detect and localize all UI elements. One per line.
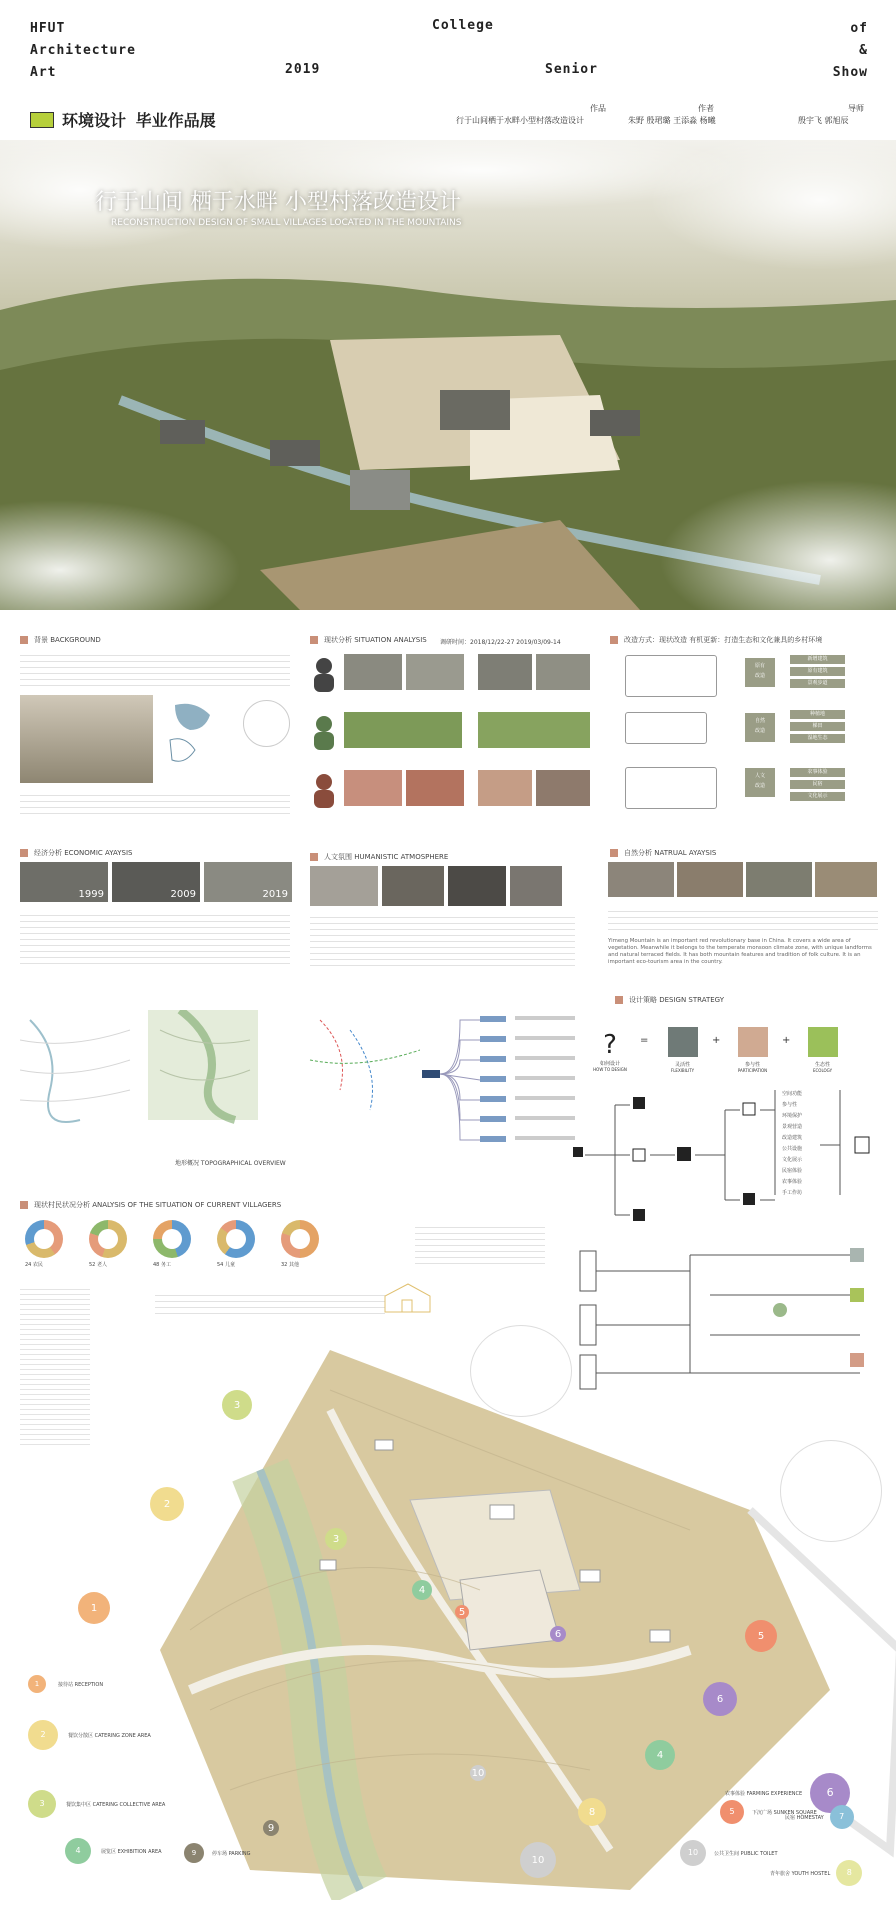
flex-en: FLEXIBILITY <box>670 1068 695 1073</box>
year-2009: 2009 <box>170 889 196 900</box>
callout-1: 1 <box>78 1592 110 1624</box>
renovation-note-2 <box>625 712 707 744</box>
legend-item-4: 4 展览区 EXHIBITION AREA <box>65 1838 162 1864</box>
humanistic-text <box>310 912 575 967</box>
flow-item-5: 公共设施 <box>782 1146 803 1152</box>
flow-item-1: 参与性 <box>782 1102 798 1108</box>
header-senior: Senior <box>545 62 598 77</box>
renovation-note-1 <box>625 655 717 697</box>
ecology <box>795 1027 850 1073</box>
flow-item-9: 手工作坊 <box>782 1190 803 1196</box>
plus-sign-1: + <box>712 1035 721 1046</box>
renovation-note-3 <box>625 767 717 809</box>
survey-date: 调研时间：2018/12/22-27 2019/03/09-14 <box>440 639 561 646</box>
renovation-tag-2-1: 种植地 <box>790 710 845 719</box>
renovation-title: 改造方式：现状改造 有机更新：打造生态和文化兼具的乡村环境 <box>610 635 822 645</box>
natural-text-cn <box>608 906 878 934</box>
legend-item-7: 7 民宿 HOMESTAY <box>785 1805 854 1829</box>
economic-text <box>20 910 290 965</box>
legend-item-8: 8 青年旅舍 YOUTH HOSTEL <box>770 1860 862 1886</box>
callout-3: 3 <box>222 1390 252 1420</box>
eco-label: 生态性 <box>814 1062 830 1068</box>
legend-item-5: 5 下沉广场 SUNKEN SQUARE <box>720 1800 817 1824</box>
villagers-text <box>415 1222 545 1266</box>
topo-maps <box>20 1010 420 1140</box>
flow-item-2: 环境保护 <box>782 1113 803 1119</box>
flow-item-6: 文化展示 <box>782 1157 803 1163</box>
participation <box>725 1027 780 1073</box>
header-art: Art <box>30 65 57 80</box>
callout-6: 6 <box>703 1682 737 1716</box>
natural-photos <box>608 862 877 897</box>
participation-icon <box>738 1027 768 1057</box>
site-inset-2 <box>780 1440 882 1542</box>
renovation-tag-3-1: 农事体验 <box>790 768 845 777</box>
villagers-summary <box>155 1290 385 1318</box>
hero-title-en: RECONSTRUCTION DESIGN OF SMALL VILLAGES LOCATED IN THE MOUNTAINS <box>111 218 462 228</box>
strategy-flow-list <box>782 1090 802 1196</box>
equals-sign: = <box>640 1035 649 1046</box>
situation-grid <box>310 652 590 817</box>
work-label: 作品 <box>590 104 606 113</box>
renovation-tag-2-3: 湿地生态 <box>790 734 845 743</box>
callout-5: 5 <box>745 1620 777 1652</box>
header-year: 2019 <box>285 62 321 77</box>
year-1999: 1999 <box>78 889 104 900</box>
folder-icon <box>30 112 54 128</box>
location-map <box>160 700 225 775</box>
situation-section-title: 现状分析 SITUATION ANALYSIS <box>310 635 427 645</box>
renovation-group-2: 自然 改造 <box>745 713 775 742</box>
site-marker-4: 4 <box>412 1580 432 1600</box>
topo-title: 地形概况 TOPOGRAPHICAL OVERVIEW <box>175 1160 286 1167</box>
site-marker-3: 3 <box>325 1528 347 1550</box>
legend-item-2: 2 餐饮分散区 CATERING ZONE AREA <box>28 1720 151 1750</box>
header-of: of <box>850 21 868 36</box>
flex-label: 灵活性 <box>674 1062 690 1068</box>
donut-3: 48 务工 <box>153 1220 191 1268</box>
advisor-value: 殷宇飞 郭旭辰 <box>798 116 849 125</box>
site-inset-1 <box>470 1325 572 1417</box>
advisor-label: 导师 <box>848 104 864 113</box>
header-amp: & <box>859 43 868 58</box>
donut-4: 54 儿童 <box>217 1220 255 1268</box>
hero-render <box>0 140 896 610</box>
humanistic-title: 人文氛围 HUMANISTIC ATMOSPHERE <box>310 852 448 862</box>
renovation-tag-2-2: 梯田 <box>790 722 845 731</box>
background-section-title: 背景 BACKGROUND <box>20 635 101 645</box>
part-en: PARTICIPATION <box>737 1068 768 1073</box>
legend-item-9: 9 停车场 PARKING <box>184 1843 251 1863</box>
natural-text-en: Yimeng Mountain is an important red revolutionary base in China. It covers a wide area of vegetation. Meanwhile it belongs to the temperate monsoon climate zone, with unique landforms and natural terraced fields. It has both mountain features and tradition of folk culture. It is an important eco-tourism area in the country. <box>608 938 872 965</box>
natural-title: 自然分析 NATRUAL AYAYSIS <box>610 848 716 858</box>
flow-item-4: 改造建筑 <box>782 1135 803 1141</box>
flow-item-3: 景观营造 <box>782 1124 803 1130</box>
strategy-flowchart <box>565 1085 885 1255</box>
header-show: Show <box>832 65 868 80</box>
background-text-2 <box>20 790 290 814</box>
location-pin-map <box>243 700 290 747</box>
donut-row <box>25 1220 319 1268</box>
renovation-tag-3-3: 文化展示 <box>790 792 845 801</box>
flexibility-icon <box>668 1027 698 1057</box>
background-text <box>20 650 290 686</box>
header-college: College <box>432 18 494 33</box>
legend-item-3: 3 餐饮集中区 CATERING COLLECTIVE AREA <box>28 1790 165 1818</box>
callout-10: 10 <box>520 1842 556 1878</box>
author-value: 朱野 殷珺璐 王添淼 杨曦 <box>628 116 716 125</box>
site-marker-10a: 10 <box>470 1765 486 1781</box>
donut-5: 32 其他 <box>281 1220 319 1268</box>
exhibit-title: 环境设计 毕业作品展 <box>62 111 216 130</box>
work-value: 行于山间栖于水畔小型村落改造设计 <box>456 116 584 125</box>
header-hfut: HFUT <box>30 21 66 36</box>
hero-title-cn: 行于山间 栖于水畔 小型村落改造设计 <box>95 190 461 215</box>
plus-sign-2: + <box>782 1035 791 1046</box>
renovation-tag-1-1: 新增建筑 <box>790 655 845 664</box>
site-marker-6a: 6 <box>550 1626 566 1642</box>
humanistic-photos <box>310 866 562 906</box>
flexibility <box>655 1027 710 1073</box>
callout-4b: 4 <box>645 1740 675 1770</box>
how-en: HOW TO DESIGN <box>593 1067 627 1072</box>
ecology-icon <box>808 1027 838 1057</box>
callout-8: 8 <box>578 1798 606 1826</box>
background-photo <box>20 695 153 783</box>
renovation-group-3: 人文 改造 <box>745 768 775 797</box>
renovation-tag-1-2: 原有建筑 <box>790 667 845 676</box>
year-2019: 2019 <box>262 889 288 900</box>
villagers-title: 现状村民状况分析 ANALYSIS OF THE SITUATION OF CURRENT VILLAGERS <box>20 1200 281 1210</box>
eco-en: ECOLOGY <box>812 1068 833 1073</box>
strategy-title: 设计策略 DESIGN STRATEGY <box>615 995 724 1005</box>
economic-photos <box>20 862 292 902</box>
donut-1: 24 农民 <box>25 1220 63 1268</box>
renovation-tag-3-2: 民宿 <box>790 780 845 789</box>
home-icon <box>573 1147 583 1157</box>
flow-item-8: 农事体验 <box>782 1179 803 1185</box>
renovation-group-1: 原有 改造 <box>745 658 775 687</box>
author-label: 作者 <box>698 104 714 113</box>
legend-item-10: 10 公共卫生间 PUBLIC TOILET <box>680 1840 778 1866</box>
villagers-list-left <box>20 1285 90 1445</box>
legend-item-1: 1 接待站 RECEPTION <box>28 1675 103 1693</box>
question-icon: ? <box>603 1030 617 1060</box>
header-architecture: Architecture <box>30 43 136 58</box>
flow-item-0: 空间功能 <box>782 1091 803 1097</box>
site-marker-5a: 5 <box>455 1605 469 1619</box>
how-to-design <box>590 1030 630 1072</box>
flow-item-7: 民宿体验 <box>782 1168 803 1174</box>
how-label: 如何设计 <box>599 1061 620 1067</box>
donut-2: 52 老人 <box>89 1220 127 1268</box>
callout-2: 2 <box>150 1487 184 1521</box>
house-sketch <box>380 1282 435 1314</box>
economic-title: 经济分析 ECONOMIC AYAYSIS <box>20 848 132 858</box>
renovation-tag-1-3: 景观步道 <box>790 679 845 688</box>
site-marker-9: 9 <box>263 1820 279 1836</box>
part-label: 参与性 <box>744 1062 760 1068</box>
legend-item-6: 农事体验 FARMING EXPERIENCE 6 <box>725 1773 850 1813</box>
